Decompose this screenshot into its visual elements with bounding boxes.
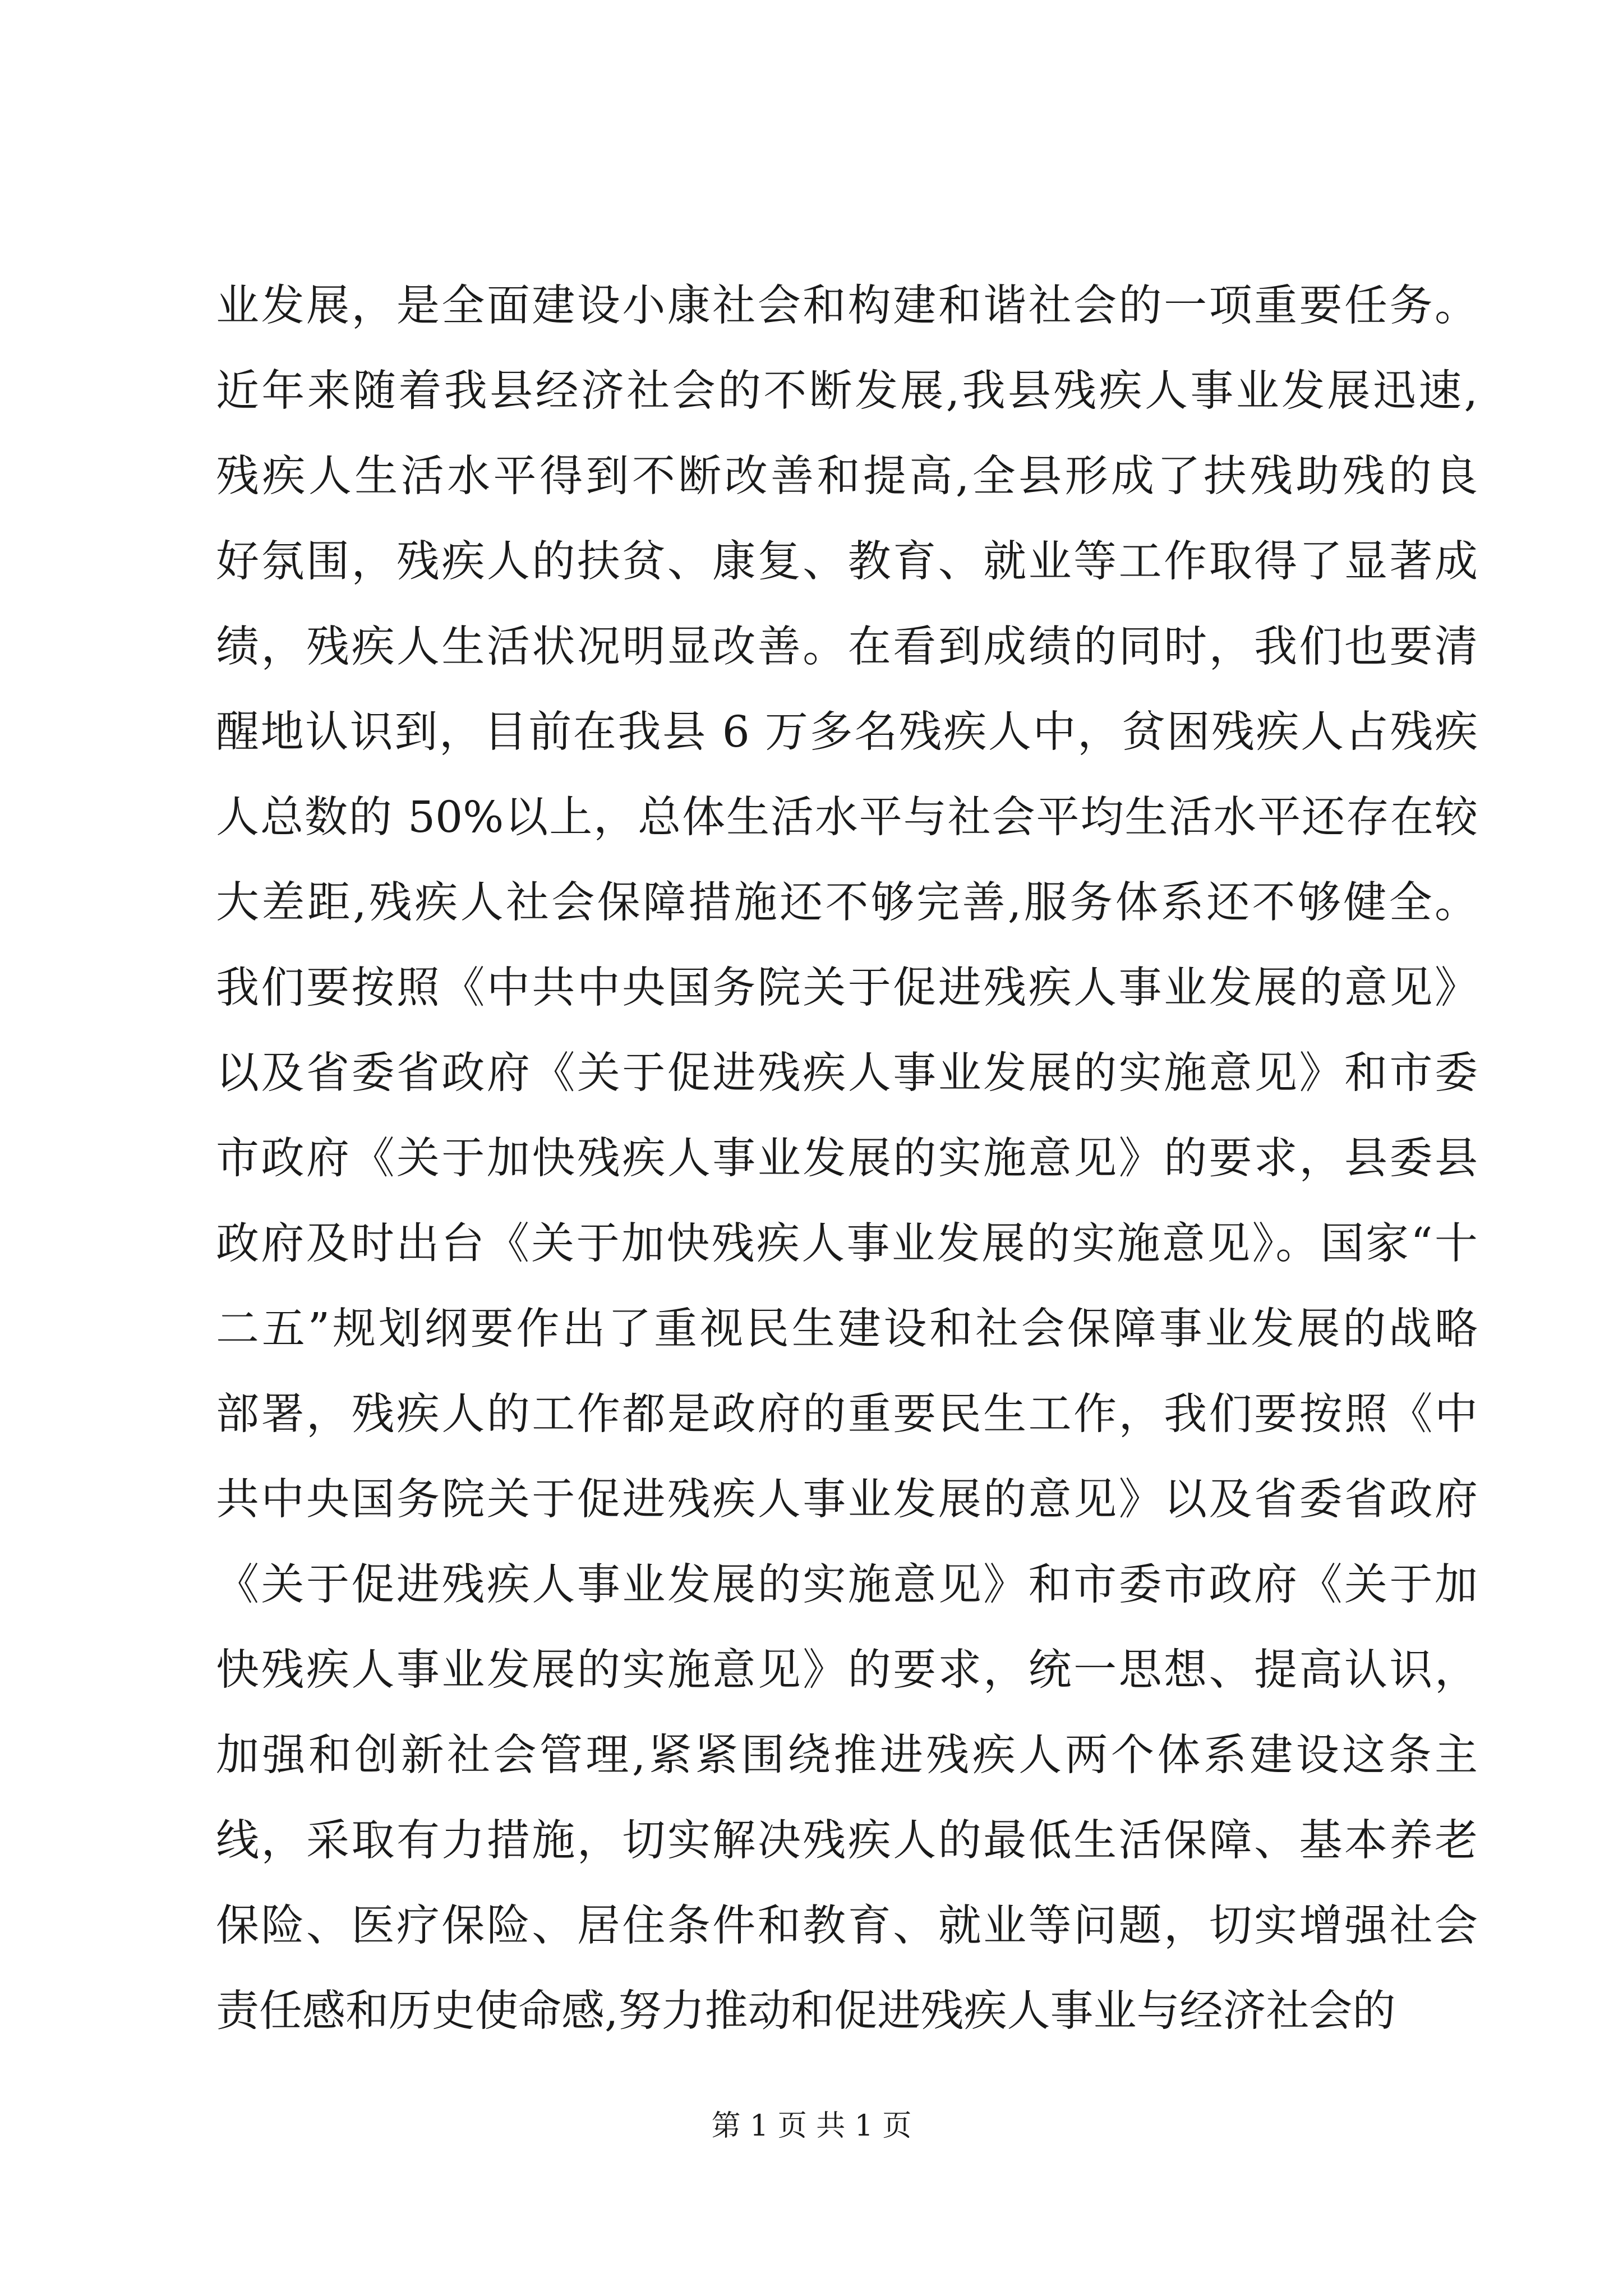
body-text	[216, 264, 1478, 2054]
text-line: 部署，残疾人的工作都是政府的重要民生工作，我们要按照《中	[216, 1389, 1478, 1439]
text-line: 线，采取有力措施，切实解决残疾人的最低生活保障、基本养老	[216, 1816, 1478, 1866]
text-line: 加强和创新社会管理,紧紧围绕推进残疾人两个体系建设这条主	[216, 1731, 1478, 1780]
text-line: 醒地认识到，目前在我县 6 万多名残疾人中，贫困残疾人占残疾	[216, 707, 1478, 757]
text-line: 业发展，是全面建设小康社会和构建和谐社会的一项重要任务。	[216, 281, 1478, 331]
text-line: 市政府《关于加快残疾人事业发展的实施意见》的要求，县委县	[216, 1134, 1478, 1184]
text-line: 责任感和历史使命感,努力推动和促进残疾人事业与经济社会的	[216, 1986, 1396, 2036]
text-line: 好氛围，残疾人的扶贫、康复、教育、就业等工作取得了显著成	[216, 537, 1478, 587]
text-line: 残疾人生活水平得到不断改善和提高,全县形成了扶残助残的良	[216, 452, 1478, 501]
text-line: 以及省委省政府《关于促进残疾人事业发展的实施意见》和市委	[216, 1048, 1478, 1098]
text-line: 《关于促进残疾人事业发展的实施意见》和市委市政府《关于加	[216, 1560, 1478, 1610]
text-line: 绩，残疾人生活状况明显改善。在看到成绩的同时，我们也要清	[216, 622, 1478, 672]
text-line: 近年来随着我县经济社会的不断发展,我县残疾人事业发展迅速,	[216, 366, 1478, 416]
text-line: 政府及时出台《关于加快残疾人事业发展的实施意见》。国家“十	[216, 1219, 1478, 1269]
text-line: 人总数的 50%以上，总体生活水平与社会平均生活水平还存在较	[216, 793, 1478, 843]
text-line: 我们要按照《中共中央国务院关于促进残疾人事业发展的意见》	[216, 963, 1478, 1013]
text-line: 大差距,残疾人社会保障措施还不够完善,服务体系还不够健全。	[216, 878, 1478, 928]
text-line: 二五”规划纲要作出了重视民生建设和社会保障事业发展的战略	[216, 1304, 1478, 1354]
page-footer: 第 1 页 共 1 页	[711, 2109, 912, 2143]
text-line: 保险、医疗保险、居住条件和教育、就业等问题，切实增强社会	[216, 1901, 1478, 1951]
text-line: 快残疾人事业发展的实施意见》的要求，统一思想、提高认识，	[216, 1645, 1478, 1695]
text-line: 共中央国务院关于促进残疾人事业发展的意见》以及省委省政府	[216, 1475, 1478, 1525]
